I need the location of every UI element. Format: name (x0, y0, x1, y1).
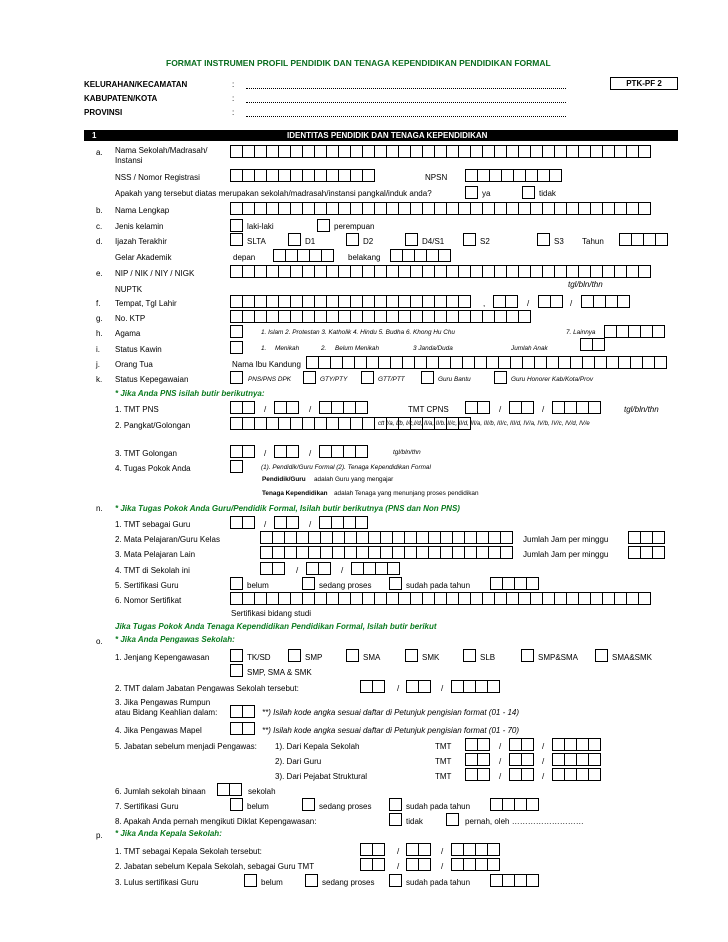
label-tidak: tidak (539, 189, 556, 198)
s3-checkbox[interactable] (537, 233, 550, 246)
label-sedang: sedang proses (319, 802, 372, 811)
label-status-kawin: Status Kawin (115, 345, 162, 354)
rumpun-note: **) Isilah kode angka sesuai daftar di Petunjuk pengisian format (01 - 14) (262, 708, 520, 717)
kawin-opt3: 3 Janda/Duda (413, 345, 453, 352)
tmt-pns-month[interactable] (274, 401, 299, 414)
label-tmt-cpns: TMT CPNS (408, 405, 449, 414)
slash: / (264, 449, 267, 458)
def-pendidik-text: adalah Guru yang mengajar (314, 476, 394, 483)
sedang-checkbox[interactable] (302, 798, 315, 811)
def-tenaga-text: adalah Tenaga yang menunjang proses pendidikan (334, 490, 479, 497)
tmt-guru-month[interactable] (274, 516, 299, 529)
label-provinsi: PROVINSI (84, 108, 123, 117)
slash: / (309, 405, 312, 414)
label-jenis-kelamin: Jenis kelamin (115, 222, 164, 231)
tgl-lahir-year-boxes[interactable] (581, 295, 630, 308)
tugas-options: (1). Pendidik/Guru Formal (2). Tenaga Kependidikan Formal (261, 464, 431, 471)
rumpun-boxes[interactable] (230, 705, 255, 718)
d2-checkbox[interactable] (346, 233, 359, 246)
label-d2: D2 (363, 237, 374, 246)
tmt-ks-month[interactable] (406, 843, 431, 856)
item-letter: p. (96, 831, 103, 840)
item-letter: a. (96, 148, 103, 157)
label-sudah: sudah pada tahun (406, 878, 471, 887)
label-tgl: tgl/bln/thn (393, 449, 421, 456)
label-status-kepegawaian: Status Kepegawaian (115, 375, 189, 384)
item-letter: c. (96, 222, 103, 231)
item-letter: b. (96, 206, 103, 215)
golongan-options: ctt I/a, I/b, I/c,I/d, II/a, II/b. II/c, II/d, III/a, III/b, III/c, III/d, IV/a, IV/b, IV/c, IV/d, IV/e (378, 421, 590, 427)
tgl-lahir-month-boxes[interactable] (538, 295, 563, 308)
label-nomor-sertifikat: 6. Nomor Sertifikat (115, 596, 182, 605)
label-belum: belum (247, 581, 269, 590)
smasmk-checkbox[interactable] (595, 649, 608, 662)
nomor-sertifikat-boxes[interactable] (230, 592, 651, 605)
sudah-checkbox[interactable] (389, 874, 402, 887)
label-jam: Jumlah Jam per minggu (523, 550, 609, 559)
nama-lengkap-boxes[interactable] (230, 202, 651, 215)
label-jabatan-sebelum: 5. Jabatan sebelum menjadi Pengawas: (115, 742, 257, 751)
gtt-checkbox[interactable] (361, 371, 374, 384)
label-sertifikasi-pengawas: 7. Sertifikasi Guru (115, 802, 179, 811)
agama-options: 1. Islam 2. Protestan 3. Katholik 4. Hindu 5. Budha 6. Khong Hu Chu (261, 329, 455, 336)
mapel-lain-boxes[interactable] (260, 546, 513, 559)
slash: / (542, 772, 545, 781)
label-lulus-sertifikasi: 3. Lulus sertifikasi Guru (115, 878, 199, 887)
kelurahan-field[interactable] (246, 88, 566, 89)
label-pernah: pernah, oleh ……………………… (465, 817, 584, 826)
jam-kelas-boxes[interactable] (628, 531, 665, 544)
label-sudah: sudah pada tahun (406, 581, 471, 590)
d4s1-checkbox[interactable] (405, 233, 418, 246)
kawin-opt1-label: Menikah (275, 345, 300, 352)
label-smasmk: SMA&SMK (612, 653, 653, 662)
note-tenaga: Jika Tugas Pokok Anda Tenaga Kependidikan Pendidikan Formal, Isilah butir berikut (115, 622, 437, 631)
item-letter: f. (96, 299, 101, 308)
tmt-guru-day[interactable] (230, 516, 255, 529)
nama-sekolah-boxes[interactable] (230, 145, 651, 158)
tmt-pejabat-month[interactable] (509, 768, 534, 781)
label-gelar: Gelar Akademik (115, 253, 172, 262)
slash: / (397, 862, 400, 871)
mapel-pengawas-boxes[interactable] (230, 722, 255, 735)
label-jabatan-ks: 2. Jabatan sebelum Kepala Sekolah, sebagai Guru TMT (115, 862, 315, 871)
label-nip: NIP / NIK / NIY / NIGK (115, 269, 195, 278)
label-tmt-kepala: 1. TMT sebagai Kepala Sekolah tersebut: (115, 847, 262, 856)
gelar-belakang-boxes[interactable] (390, 249, 451, 262)
honorer-checkbox[interactable] (494, 371, 507, 384)
label-tahun: Tahun (582, 237, 604, 246)
label-dari-kepala: 1). Dari Kepala Sekolah (275, 742, 360, 751)
jam-lain-boxes[interactable] (628, 546, 665, 559)
sma-checkbox[interactable] (346, 649, 359, 662)
label-tmt-pns: 1. TMT PNS (115, 405, 159, 414)
tmt-gol-day[interactable] (230, 445, 255, 458)
label-ya: ya (482, 189, 491, 198)
label-sedang: sedang proses (319, 581, 372, 590)
label-rumpun-2: atau Bidang Keahlian dalam: (115, 708, 218, 717)
label-sma: SMA (363, 653, 381, 662)
label-tgl: tgl/bln/thn (624, 405, 659, 414)
slash: / (264, 520, 267, 529)
label-sudah: sudah pada tahun (406, 802, 471, 811)
note-guru: * Jika Tugas Pokok Anda Guru/Pendidik Formal, Isilah butir berikutnya (PNS dan Non PNS) (115, 504, 460, 513)
d1-checkbox[interactable] (288, 233, 301, 246)
binaan-boxes[interactable] (217, 783, 242, 796)
agama-lainnya-boxes[interactable] (604, 325, 665, 338)
slash: / (264, 405, 267, 414)
tmt-pejabat-day[interactable] (465, 768, 490, 781)
smpsma-checkbox[interactable] (521, 649, 534, 662)
label-perempuan: perempuan (334, 222, 375, 231)
label-nama-lengkap: Nama Lengkap (115, 206, 170, 215)
form-title: FORMAT INSTRUMEN PROFIL PENDIDIK DAN TENAGA KEPENDIDIKAN PENDIDIKAN FORMAL (166, 58, 551, 68)
tmt-gol-month[interactable] (274, 445, 299, 458)
form-code: PTK-PF 2 (610, 77, 678, 90)
label-belakang: belakang (348, 253, 381, 262)
label-slb: SLB (480, 653, 496, 662)
slash: / (397, 684, 400, 693)
belum-checkbox[interactable] (230, 798, 243, 811)
label-jumlah-anak: Jumlah Anak (511, 345, 548, 352)
slash: / (542, 757, 545, 766)
gty-checkbox[interactable] (303, 371, 316, 384)
agama-lainnya: 7. Lainnya (566, 329, 596, 336)
label-nss: NSS / Nomor Registrasi (115, 173, 200, 182)
label-tmt: TMT (435, 757, 452, 766)
label-jam: Jumlah Jam per minggu (523, 535, 609, 544)
label-jenjang: 1. Jenjang Kepengawasan (115, 653, 210, 662)
tmt-cpns-year[interactable] (552, 401, 601, 414)
pns-checkbox[interactable] (230, 371, 243, 384)
tmt-guru2-day[interactable] (465, 753, 490, 766)
jumlah-anak-boxes[interactable] (580, 338, 605, 351)
tahun-ijazah-boxes[interactable] (619, 233, 668, 246)
label-rumpun: 3. Jika Pengawas Rumpun (115, 698, 211, 707)
label-smk: SMK (422, 653, 440, 662)
tmt-guru2-month[interactable] (509, 753, 534, 766)
label-slta: SLTA (247, 237, 266, 246)
label-d1: D1 (305, 237, 316, 246)
slash: / (542, 405, 545, 414)
label-ijazah: Ijazah Terakhir (115, 237, 167, 246)
tmt-ks-day[interactable] (360, 843, 385, 856)
diklat-pernah-checkbox[interactable] (446, 813, 459, 826)
slash: / (441, 862, 444, 871)
label-orang-tua: Orang Tua (115, 360, 153, 369)
agama-box[interactable] (230, 325, 243, 338)
kawin-opt2-label: Belum Menikah (335, 345, 380, 352)
label-belum: belum (261, 878, 283, 887)
sedang-checkbox[interactable] (302, 577, 315, 590)
perempuan-checkbox[interactable] (317, 219, 330, 232)
label-tugas-pokok: 4. Tugas Pokok Anda (115, 464, 191, 473)
label-s3: S3 (554, 237, 564, 246)
section-title: IDENTITAS PENDIDIK DAN TENAGA KEPENDIDIKAN (287, 131, 488, 140)
label-tmt-sekolah: 4. TMT di Sekolah ini (115, 566, 190, 575)
label-kelurahan: KELURAHAN/KECAMATAN (84, 80, 188, 89)
label-tmt-guru: 1. TMT sebagai Guru (115, 520, 191, 529)
tmt-kepala-year[interactable] (552, 738, 601, 751)
item-letter: k. (96, 375, 103, 384)
note-pns: * Jika Anda PNS isilah butir berikutnya: (115, 389, 265, 398)
smp-checkbox[interactable] (288, 649, 301, 662)
label-diklat: 8. Apakah Anda pernah mengikuti Diklat Kepengawasan: (115, 817, 317, 826)
label-instansi: Instansi (115, 156, 143, 165)
label-kabupaten: KABUPATEN/KOTA (84, 94, 158, 103)
tmt-kepala-day[interactable] (465, 738, 490, 751)
status-kawin-box[interactable] (230, 341, 243, 354)
belum-checkbox[interactable] (230, 577, 243, 590)
tmt-jab-day[interactable] (360, 680, 385, 693)
label-tmt: TMT (435, 772, 452, 781)
tmt-pns-day[interactable] (230, 401, 255, 414)
label-dari-pejabat: 3). Dari Pejabat Struktural (275, 772, 368, 781)
tgl-lahir-day-boxes[interactable] (493, 295, 518, 308)
label-mapel-kelas: 2. Mata Pelajaran/Guru Kelas (115, 535, 220, 544)
item-letter: d. (96, 237, 103, 246)
tmt-gol-year[interactable] (319, 445, 368, 458)
slash: / (341, 566, 344, 575)
slb-checkbox[interactable] (463, 649, 476, 662)
comma: , (483, 299, 486, 308)
tmt-jab-year[interactable] (451, 680, 500, 693)
colon: : (232, 94, 235, 103)
sedang-checkbox[interactable] (305, 874, 318, 887)
item-letter: j. (96, 360, 100, 369)
tahun-lulus-boxes[interactable] (490, 874, 539, 887)
slta-checkbox[interactable] (230, 233, 243, 246)
slash: / (309, 449, 312, 458)
ya-checkbox[interactable] (465, 186, 478, 199)
slash: / (542, 742, 545, 751)
tugas-pokok-box[interactable] (230, 460, 243, 473)
tahun-sertifikasi-boxes[interactable] (490, 577, 539, 590)
s2-checkbox[interactable] (463, 233, 476, 246)
label-tmt-golongan: 3. TMT Golongan (115, 449, 177, 458)
label-tidak: tidak (406, 817, 423, 826)
label-tempat-lahir: Tempat, Tgl Lahir (115, 299, 177, 308)
mapel-note: **) Isilah kode angka sesuai daftar di Petunjuk pengisian format (01 - 70) (262, 726, 520, 735)
label-gtt: GTT/PTT (378, 376, 405, 383)
colon: : (232, 108, 235, 117)
label-pns: PNS/PNS DPK (248, 376, 291, 383)
label-ibu: Nama Ibu Kandung (232, 360, 301, 369)
question-pangkal: Apakah yang tersebut diatas merupakan sekolah/madrasah/instansi pangkal/induk anda? (115, 189, 432, 198)
label-d4s1: D4/S1 (422, 237, 445, 246)
label-dari-guru: 2). Dari Guru (275, 757, 322, 766)
diklat-tidak-checkbox[interactable] (389, 813, 402, 826)
tmt-jab-ks-day[interactable] (360, 858, 385, 871)
label-smp: SMP (305, 653, 323, 662)
laki-checkbox[interactable] (230, 219, 243, 232)
label-tgl: tgl/bln/thn (568, 280, 603, 289)
tmt-sekolah-day[interactable] (260, 562, 285, 575)
label-sedang: sedang proses (322, 878, 375, 887)
item-letter: g. (96, 314, 103, 323)
smk-checkbox[interactable] (405, 649, 418, 662)
section-number: 1 (92, 131, 97, 140)
sudah-checkbox[interactable] (389, 798, 402, 811)
slash: / (441, 684, 444, 693)
ibu-boxes[interactable] (306, 356, 667, 369)
tmt-sekolah-month[interactable] (306, 562, 331, 575)
tidak-checkbox[interactable] (522, 186, 535, 199)
label-nama-sekolah: Nama Sekolah/Madrasah/ (115, 146, 208, 155)
kawin-opt2: 2. (321, 345, 327, 352)
smp3-checkbox[interactable] (230, 664, 243, 677)
item-letter: n. (96, 504, 103, 513)
tmt-cpns-month[interactable] (509, 401, 534, 414)
slash: / (499, 742, 502, 751)
label-mapel-lain: 3. Mata Pelajaran Lain (115, 550, 196, 559)
item-letter: i. (96, 345, 100, 354)
slash: / (397, 847, 400, 856)
colon: : (232, 80, 235, 89)
nss-boxes[interactable] (230, 169, 375, 182)
provinsi-field[interactable] (246, 116, 566, 117)
tmt-jab-ks-year[interactable] (451, 858, 500, 871)
label-pangkat: 2. Pangkat/Golongan (115, 421, 191, 430)
bantu-checkbox[interactable] (421, 371, 434, 384)
section-header (84, 130, 678, 141)
def-pendidik-term: Pendidik/Guru (262, 476, 306, 483)
slash: / (309, 520, 312, 529)
label-depan: depan (233, 253, 256, 262)
label-npsn: NPSN (425, 173, 448, 182)
sudah-checkbox[interactable] (389, 577, 402, 590)
tk-checkbox[interactable] (230, 649, 243, 662)
tempat-lahir-boxes[interactable] (230, 295, 471, 308)
label-bidang: Sertifikasi bidang studi (231, 609, 312, 618)
tmt-pns-year[interactable] (319, 401, 368, 414)
label-s2: S2 (480, 237, 490, 246)
label-mapel-pengawas: 4. Jika Pengawas Mapel (115, 726, 202, 735)
belum-checkbox[interactable] (244, 874, 257, 887)
nip-boxes[interactable] (230, 265, 651, 278)
slash: / (499, 757, 502, 766)
slash: / (441, 847, 444, 856)
item-letter: o. (96, 637, 103, 646)
label-bantu: Guru Bantu (438, 376, 471, 383)
tmt-pejabat-year[interactable] (552, 768, 601, 781)
kabupaten-field[interactable] (246, 102, 566, 103)
label-sertifikasi: 5. Sertifikasi Guru (115, 581, 179, 590)
label-smpsma: SMP&SMA (538, 653, 579, 662)
tmt-guru2-year[interactable] (552, 753, 601, 766)
item-letter: h. (96, 329, 103, 338)
label-nuptk: NUPTK (115, 285, 143, 294)
label-ktp: No. KTP (115, 314, 146, 323)
tmt-kepala-month[interactable] (509, 738, 534, 751)
slash: / (296, 566, 299, 575)
note-kepala: * Jika Anda Kepala Sekolah: (115, 829, 222, 838)
ktp-boxes[interactable] (230, 310, 531, 323)
slash: / (499, 405, 502, 414)
label-belum: belum (247, 802, 269, 811)
label-tmt: TMT (435, 742, 452, 751)
label-gty: GTY/PTY (320, 376, 348, 383)
label-agama: Agama (115, 329, 141, 338)
def-tenaga-term: Tenaga Kependidikan (262, 490, 328, 497)
label-tmt-jabatan: 2. TMT dalam Jabatan Pengawas Sekolah tersebut: (115, 684, 299, 693)
label-tk: TK/SD (247, 653, 271, 662)
tmt-jab-ks-month[interactable] (406, 858, 431, 871)
item-letter: e. (96, 269, 103, 278)
note-pengawas: * Jika Anda Pengawas Sekolah: (115, 635, 235, 644)
tmt-ks-year[interactable] (451, 843, 500, 856)
tmt-guru-year[interactable] (319, 516, 368, 529)
tmt-jab-month[interactable] (406, 680, 431, 693)
slash: / (527, 299, 530, 308)
label-sekolah: sekolah (248, 787, 276, 796)
label-binaan: 6. Jumlah sekolah binaan (115, 787, 206, 796)
label-laki: laki-laki (247, 222, 274, 231)
label-smp3: SMP, SMA & SMK (247, 668, 312, 677)
gelar-depan-boxes[interactable] (273, 249, 334, 262)
mapel-kelas-boxes[interactable] (260, 531, 513, 544)
tmt-cpns-day[interactable] (465, 401, 490, 414)
npsn-boxes[interactable] (465, 169, 562, 182)
tmt-sekolah-year[interactable] (351, 562, 400, 575)
kawin-opt1: 1. (261, 345, 267, 352)
slash: / (570, 299, 573, 308)
tahun-sert-pengawas-boxes[interactable] (490, 798, 539, 811)
label-honorer: Guru Honorer Kab/Kota/Prov (511, 376, 594, 383)
slash: / (499, 772, 502, 781)
